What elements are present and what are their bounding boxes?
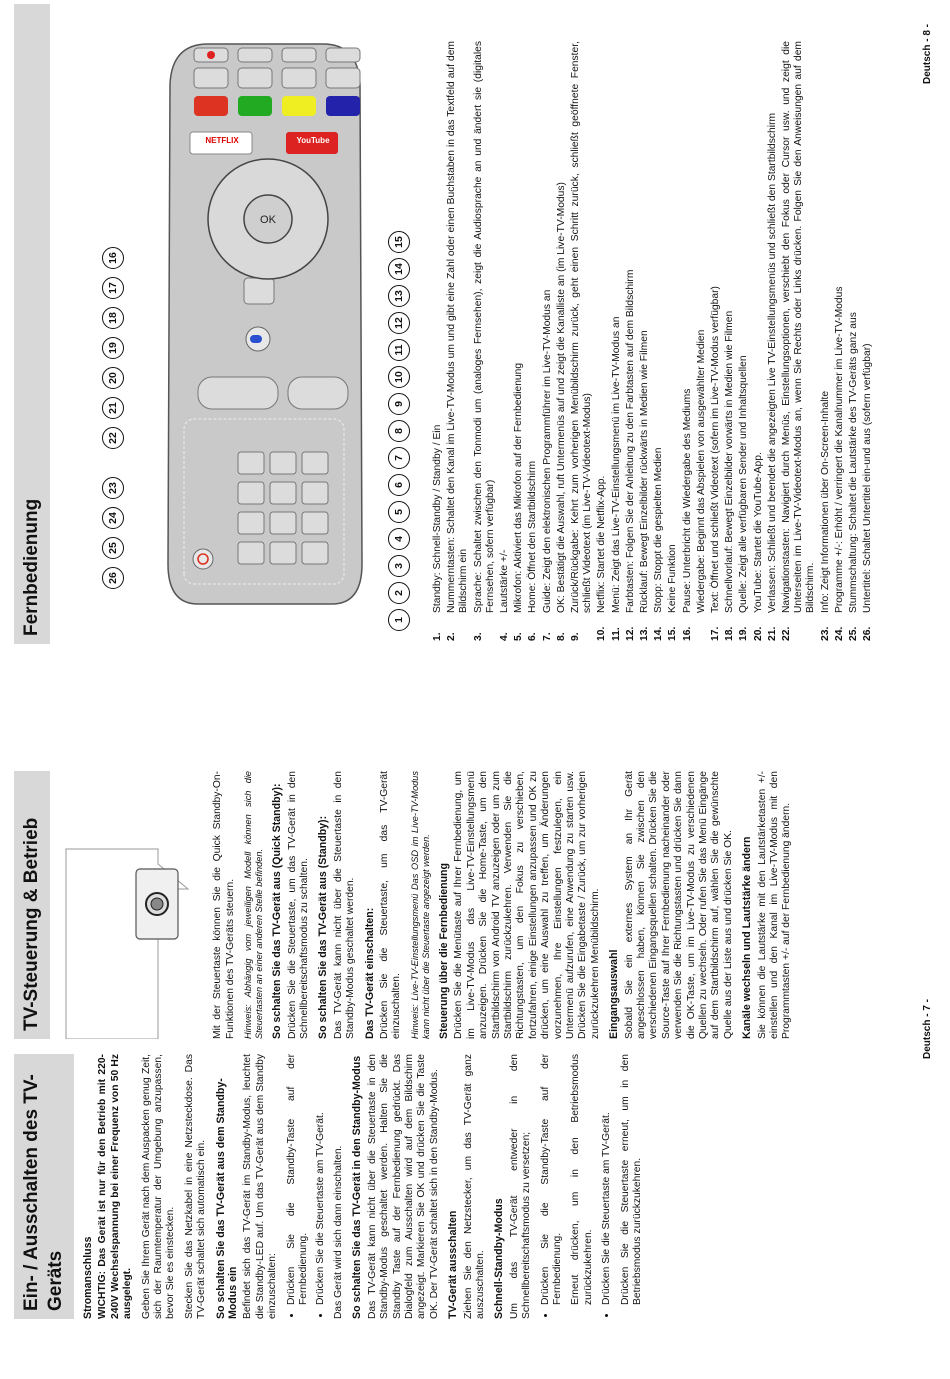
- legend-number: 2.: [446, 632, 458, 641]
- legend-number: 15.: [667, 626, 679, 641]
- legend-row: [473, 41, 497, 641]
- legend-number: 10.: [596, 626, 608, 641]
- callout-25: 25: [102, 537, 124, 559]
- legend-number: 6.: [527, 632, 539, 641]
- legend-text: Home: Öffnet den Startbildschirm: [527, 460, 539, 613]
- legend-number: 11.: [610, 627, 622, 641]
- callout-18: 18: [102, 307, 124, 329]
- callout-20: 20: [102, 367, 124, 389]
- legend-row: [710, 41, 722, 641]
- netflix-label: NETFLIX: [205, 136, 239, 145]
- page-number-left: Deutsch - 7 -: [922, 998, 933, 1059]
- bullet-list: [540, 1054, 565, 1319]
- legend-number: 1.: [432, 632, 443, 641]
- legend-number: [696, 613, 708, 641]
- legend-text: Quelle: Zeigt alle verfügbaren Sender und Inhaltsquellen: [738, 355, 750, 613]
- legend-text: Lautstärke +/-: [499, 549, 511, 613]
- callout-7: 7: [388, 447, 410, 469]
- callout-16: 16: [102, 247, 124, 269]
- bullet-item: • Drücken Sie die Steuertaste am TV-Gerät.: [315, 1054, 327, 1305]
- legend-text: Wiedergabe: Beginnt das Abspielen von ausgewählter Medien: [695, 329, 707, 613]
- legend-row: [753, 41, 765, 641]
- callout-22: 22: [102, 427, 124, 449]
- legend-row: [432, 41, 444, 641]
- legend-row: [820, 41, 832, 641]
- callout-13: 13: [388, 285, 410, 307]
- left-column-1: [14, 1054, 650, 1319]
- callout-6: 6: [388, 474, 410, 496]
- legend-number: 8.: [555, 632, 567, 641]
- paragraph: Drücken Sie die Steuertaste, um das TV-Gerät in den Schnellbereitschaftsmodus zu schalten.: [286, 771, 311, 1039]
- legend-row: [625, 41, 637, 641]
- bullet-item: • Drücken Sie die Standby-Taste auf der Fernbedienung.: [540, 1054, 565, 1305]
- legend-row: [570, 41, 594, 641]
- legend-text: Schnellvorlauf: Bewegt Einzelbilder vorwärts in Medien wie Filmen: [724, 310, 736, 613]
- callout-21: 21: [102, 397, 124, 419]
- legend-number: 4.: [499, 632, 511, 641]
- heading-standby-to: So schalten Sie das TV-Gerät in den Standby-Modus: [351, 1055, 364, 1319]
- legend-number: 3.: [472, 632, 484, 641]
- paragraph: Ziehen Sie den Netzstecker, um das TV-Gerät ganz auszuschalten.: [462, 1054, 486, 1319]
- legend-number: 20.: [752, 626, 764, 641]
- callout-4: 4: [388, 528, 410, 550]
- note: Hinweis: Live-TV-Einstellungsmenü Das OSD im Live-TV-Modus kann nicht über die Steuertaste angezeigt werden.: [409, 771, 431, 1039]
- section-title-remote: Fernbedienung: [14, 4, 50, 644]
- bullet-item: • Drücken Sie die Standby-Taste auf der Fernbedienung.: [286, 1054, 311, 1305]
- legend-text: Untertitel: Schaltet Untertitel ein-und aus (sofern verfügbar): [862, 343, 874, 613]
- heading-remote-control: Steuerung über die Fernbedienung: [437, 863, 450, 1039]
- record-icon: [207, 51, 215, 59]
- callout-2: 2: [388, 582, 410, 604]
- legend-row: [653, 41, 665, 641]
- legend-number: 12.: [624, 626, 636, 641]
- paragraph: Erneut drücken, um in den Betriebsmodus zurückzukehren.: [570, 1054, 594, 1305]
- legend-text: Farbtasten: Folgen Sie der Anleitung zu den Farbtasten auf dem Bildschirm: [624, 269, 636, 613]
- legend-number: 14.: [653, 626, 665, 641]
- legend-number: 19.: [738, 626, 750, 641]
- callout-5: 5: [388, 501, 410, 523]
- callout-19: 19: [102, 337, 124, 359]
- red-key: [194, 96, 228, 116]
- paragraph: Stecken Sie das Netzkabel in eine Netzsteckdose. Das TV-Gerät schaltet sich automatisch ein.: [183, 1054, 208, 1319]
- paragraph: Das TV-Gerät kann nicht über die Steuertaste in den Standby-Modus geschaltet werden.: [332, 771, 357, 1039]
- legend-text: Text: Öffnet und schließt Videotext (sofern im Live-TV-Modus verfügbar): [710, 286, 722, 613]
- callout-24: 24: [102, 507, 124, 529]
- legend-row: [596, 41, 608, 641]
- remote-body: [168, 44, 362, 604]
- remote-control-diagram: [98, 4, 428, 644]
- legend-text: Keine Funktion: [667, 544, 679, 613]
- callout-14: 14: [388, 258, 410, 280]
- heading-standby-on: So schalten Sie das TV-Gerät aus dem Standby-Modus ein: [214, 1078, 240, 1319]
- legend-number: 22.: [781, 626, 793, 641]
- section-title-power: Ein- / Ausschalten des TV-Geräts: [14, 1054, 74, 1319]
- legend-number: 5.: [513, 632, 525, 641]
- paragraph: Sie können die Lautstärke mit den Lautstärketasten +/- einstellen und den Kanal im Live-TV-Modus mit den Programmtasten +/- auf der Fernbedienung ändern.: [756, 771, 793, 1039]
- legend-number: 18.: [724, 626, 736, 641]
- legend-row: [724, 41, 736, 641]
- heading-off: TV-Gerät ausschalten: [447, 1210, 460, 1319]
- legend-text: Pause: Unterbricht die Wiedergabe des Mediums: [681, 388, 693, 613]
- legend-row: [767, 41, 779, 641]
- section-title-controls: TV-Steuerung & Betrieb: [14, 771, 50, 1039]
- heading-quick-standby-off: So schalten Sie das TV-Gerät aus (Quick Standby):: [271, 783, 284, 1039]
- ok-label: OK: [260, 214, 276, 226]
- callout-23: 23: [102, 477, 124, 499]
- legend-number: 26.: [862, 626, 874, 641]
- page-number-right: Deutsch - 8 -: [922, 23, 933, 84]
- bullet-item: • Drücken Sie die Steuertaste am TV-Gerät.: [601, 1054, 613, 1305]
- legend-number: 7.: [541, 632, 553, 641]
- callout-9: 9: [388, 393, 410, 415]
- legend-row: [781, 41, 818, 641]
- right-page: [14, 4, 58, 644]
- legend-row: [611, 41, 623, 641]
- legend-row: [446, 41, 470, 641]
- legend-number: 17.: [710, 626, 722, 641]
- heading-standby-off: So schalten Sie das TV-Gerät aus (Standby):: [317, 815, 330, 1039]
- paragraph: Sobald Sie ein externes System an Ihr Gerät angeschlossen haben, können Sie zwischen den verschiedenen Eingangsquellen schalten. Drücken Sie die Source-Taste auf Ihrer Fernbedienung nacheinander oder verwenden Sie die Richtungstasten und drücken Sie dann die OK-Taste, um im Live-TV-Modus zu verschiedenen Quellen zu wechseln. Oder rufen Sie das Menü Eingänge auf dem Startbildschirm auf, wählen Sie die gewünschte Quelle aus der Liste aus und drücken Sie OK.: [623, 771, 734, 1039]
- legend-text: Nummerntasten: Schaltet den Kanal im Live-TV-Modus um und gibt eine Zahl oder einen Buchstaben in das Textfeld auf dem Bildschirm ein: [446, 41, 470, 613]
- youtube-label: YouTube: [296, 136, 330, 145]
- heading-quick-standby: Schnell-Standby-Modus: [493, 1198, 506, 1319]
- legend-row: [667, 41, 679, 641]
- green-key: [238, 96, 272, 116]
- button-legend: [432, 41, 877, 641]
- paragraph: Drücken Sie die Steuertaste, um das TV-Gerät einzuschalten.: [379, 771, 403, 1039]
- legend-text: Guide: Zeigt den elektronischen Programmführer im Live-TV-Modus an: [541, 289, 553, 613]
- paragraph: Um das TV-Gerät entweder in den Schnellbereitschaftsmodus zu versetzen;: [508, 1054, 533, 1319]
- legend-text: Menü: Zeigt das Live-TV-Einstellungsmenü im Live-TV-Modus an: [610, 316, 622, 613]
- legend-number: 24.: [833, 626, 845, 641]
- note: Hinweis: Abhängig vom jeweiligen Modell können sich die Steuertasten an einer anderen Stelle befinden.: [243, 771, 265, 1039]
- legend-row: [639, 41, 651, 641]
- yellow-key: [282, 96, 316, 116]
- callout-10: 10: [388, 366, 410, 388]
- legend-text: Netflix: Startet die Netflix-App.: [596, 475, 608, 613]
- legend-row: [499, 41, 511, 641]
- legend-number: 25.: [848, 626, 860, 641]
- legend-row: [527, 41, 539, 641]
- legend-row: [556, 41, 568, 641]
- legend-text: Rücklauf: Bewegt Einzelbilder rückwärts in Medien wie Filmen: [639, 330, 651, 613]
- legend-row: [513, 41, 525, 641]
- callout-12: 12: [388, 312, 410, 334]
- legend-text: Zurück/Rückgabe: Kehrt zum vorherigen Menübildschirm zurück, geht einen Schritt zurück, schließt geöffnete Fenster, schließt Videotext (im Live-TV-Videotext-Modus): [570, 41, 594, 613]
- legend-number: 23.: [819, 626, 831, 641]
- legend-text: Stopp: Stoppt die gespielten Medien: [653, 447, 665, 613]
- legend-text: Mikrofon: Aktiviert das Mikrofon auf der Fernbedienung: [513, 362, 525, 613]
- legend-text: YouTube: Startet die YouTube-App.: [752, 452, 764, 613]
- legend-number: 21.: [766, 626, 778, 641]
- paragraph: Geben Sie Ihrem Gerät nach dem Auspacken genug Zeit, sich der Raumtemperatur der Umgebung anzupassen, bevor Sie es einstecken.: [140, 1054, 177, 1319]
- callout-3: 3: [388, 555, 410, 577]
- legend-number: 13.: [639, 626, 651, 641]
- legend-text: Navigationstasten: Navigiert durch Menüs, Einstellungsoptionen, verschiebt den Fokus oder Cursor usw. und zeigt die Unterseiten im Live-TV-Videotext-Modus an, wenn Sie Rechts oder Links drücken. Folgen Sie den Anweisungen auf dem Bildschirm.: [781, 41, 817, 613]
- legend-text: Info: Zeigt Informationen über On-Screen-Inhalte: [819, 390, 831, 613]
- callout-15: 15: [388, 231, 410, 253]
- callout-26: 26: [102, 567, 124, 589]
- legend-text: Stummschaltung: Schaltet die Lautstärke des TV-Geräts ganz aus: [848, 312, 860, 613]
- paragraph: Befindet sich das TV-Gerät im Standby-Modus, leuchtet die Standby-LED auf. Um das TV-Gerät aus dem Standby einzuschalten:: [242, 1054, 279, 1319]
- callout-17: 17: [102, 277, 124, 299]
- paragraph: Drücken Sie die Menütaste auf Ihrer Fernbedienung, um im Live-TV-Modus das Live-TV-Einstellungsmenü anzuzeigen. Drücken Sie die Home-Taste, um den Startbildschirm von Android TV anzuzeigen oder um zum Startbildschirm zurückzukehren. Verwenden Sie die Richtungstasten, um den Fokus zu verschieben, fortzufahren, einige Einstellungen anzupassen und OK zu drücken, um eine Auswahl zu treffen, um Änderungen vorzunehmen, Ihre Einstellungen festzulegen, ein Untermenü aufzurufen, eine Anwendung zu starten usw. Drücken Sie die Eingabetaste / Zurück, um zur vorherigen zurückzukehren Menübildschirm.: [453, 771, 601, 1039]
- blue-key: [326, 96, 360, 116]
- legend-text: Programme +/-: Erhöht / verringert die Kanalnummer im Live-TV-Modus: [833, 286, 845, 613]
- legend-number: 9.: [570, 632, 582, 641]
- heading-turn-on: Das TV-Gerät einschalten:: [363, 907, 376, 1039]
- legend-row: [738, 41, 750, 641]
- heading-channels-volume: Kanäle wechseln und Lautstärke ändern: [741, 836, 754, 1039]
- paragraph: Mit der Steuertaste können Sie die Quick Standby-On-Funktionen des TV-Geräts steuern.: [212, 771, 236, 1039]
- callout-11: 11: [388, 339, 410, 361]
- legend-row: [542, 41, 554, 641]
- paragraph: Das TV-Gerät kann nicht über die Steuertaste in den Standby-Modus geschaltet werden. Halten Sie die Standby Taste auf der Fernbedienung gedrückt. Das Dialogfeld zum Ausschalten wird auf dem Bildschirm angezeigt. Markieren Sie OK und drücken Sie die Taste OK. Der TV-Gerät schaltet sich in den Standby-Modus.: [366, 1054, 440, 1319]
- legend-text: Standby: Schnell-Standby / Standby / Ein: [432, 424, 443, 613]
- callout-1: 1: [388, 609, 410, 631]
- legend-row: [682, 41, 694, 641]
- bullet-list: [601, 1054, 613, 1319]
- legend-text: Sprache: Schaltet zwischen den Tonmodi um (analoges Fernsehen), zeigt die Audiosprache an und ändert sie (digitales Fernsehen, sofern verfügbar): [472, 41, 496, 613]
- callout-8: 8: [388, 420, 410, 442]
- legend-row: [834, 41, 846, 641]
- legend-number: 16.: [681, 626, 693, 641]
- legend-row: [862, 41, 874, 641]
- important-note: WICHTIG: Das Gerät ist nur für den Betrieb mit 220-240V Wechselspannung bei einer Frequenz von 50 Hz ausgelegt.: [97, 1054, 134, 1319]
- heading-input-selection: Eingangsauswahl: [608, 949, 621, 1039]
- legend-text: OK: Bestätigt die Auswahl, ruft Untermenüs auf und zeigt die Kanalliste an (im Live-TV-Modus): [555, 182, 567, 613]
- tv-control-button-illustration: [58, 771, 208, 1039]
- paragraph: Drücken Sie die Steuertaste erneut, um in den Betriebsmodus zurückzukehren.: [619, 1054, 644, 1305]
- heading-power: Stromanschluss: [82, 1236, 94, 1319]
- left-column-2: [14, 771, 800, 1039]
- legend-row: [696, 41, 708, 641]
- paragraph: Das Gerät wird sich dann einschalten.: [332, 1145, 344, 1319]
- microphone-icon: [250, 335, 262, 343]
- legend-text: Verlassen: Schließt und beendet die angezeigten Live TV-Einstellungsmenüs und schließt den Startbildschirm: [766, 112, 778, 613]
- legend-row: [848, 41, 860, 641]
- bullet-list: [286, 1054, 327, 1319]
